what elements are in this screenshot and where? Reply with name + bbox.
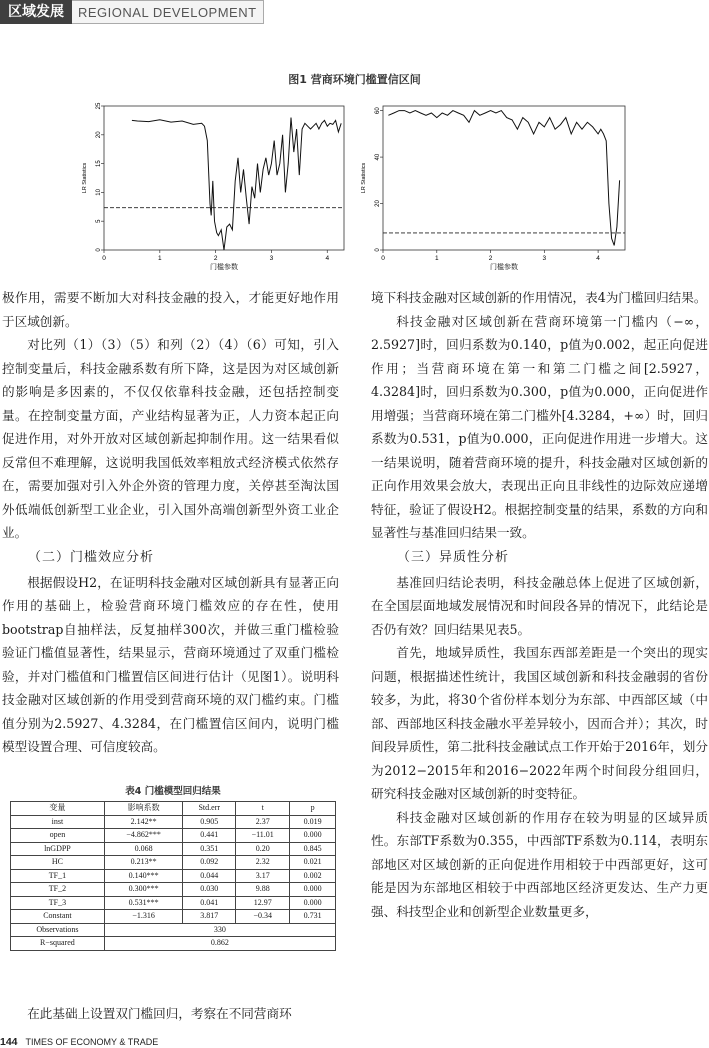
table-cell: 0.000: [290, 829, 336, 843]
y-tick-label: 10: [96, 189, 102, 196]
x-tick-label: 1: [158, 255, 162, 262]
section-title-cn: 区域发展: [0, 0, 72, 24]
table-header-cell: Std.err: [183, 802, 236, 816]
y-tick-label: 25: [96, 102, 102, 110]
table-header-cell: 变量: [11, 802, 105, 816]
table-cell: 0.019: [290, 815, 336, 829]
table-row: [11, 896, 336, 910]
x-tick-label: 0: [381, 255, 385, 262]
table-cell: 0.905: [183, 815, 236, 829]
table-row: [11, 842, 336, 856]
table-cell: 9.88: [236, 883, 290, 897]
right-column: [371, 286, 708, 923]
table-cell: 0.021: [290, 856, 336, 870]
table-row: [11, 883, 336, 897]
x-tick-label: 4: [596, 255, 600, 262]
section-heading: （三）异质性分析: [397, 549, 510, 565]
table-cell: Constant: [11, 910, 105, 924]
section-title-en: REGIONAL DEVELOPMENT: [72, 0, 264, 24]
x-axis-label: 门槛参数: [490, 263, 518, 271]
table-cell: 0.862: [104, 937, 335, 951]
chart-right: [357, 100, 633, 272]
table-cell: 2.32: [236, 856, 290, 870]
table-cell: −1.316: [104, 910, 183, 924]
table-title: 表4 门槛模型回归结果: [125, 786, 221, 797]
table-cell: 0.041: [183, 896, 236, 910]
table-cell: TF_2: [11, 883, 105, 897]
y-tick-label: 0: [96, 248, 102, 252]
table-row: [11, 856, 336, 870]
x-tick-label: 0: [102, 255, 106, 262]
table-cell: Observations: [11, 923, 105, 937]
paragraph: 科技金融对区域创新在营商环境第一门槛内（−∞，2.5927]时，回归系数为0.140，p值为0.002，起正向促进作用；当营商环境在第一和第二门槛之间[2.5927，4.3284]时，回归系数为0.300，p值为0.000，正向促进作用增强；当营商环境在第二门槛外[4.3284，+∞）时，回归系数为0.531，p值为0.000，正向促进作用进一步增大。这一结果说明，随着营商环境的提升，科技金融对区域创新的正向作用效果会放大，表现出正向且非线性的边际效应递增特征，验证了假设H2。根据控制变量的结果，系数的方向和显著性与基准回归结果一致。: [371, 313, 708, 540]
x-tick-label: 2: [213, 255, 218, 262]
paragraph: 在此基础上设置双门槛回归，考察在不同营商环: [27, 1006, 292, 1021]
x-axis-label: 门槛参数: [210, 263, 238, 271]
table-cell: −4.862***: [104, 829, 183, 843]
table-cell: HC: [11, 856, 105, 870]
table-cell: open: [11, 829, 105, 843]
table-cell: 0.000: [290, 883, 336, 897]
table-cell: 0.351: [183, 842, 236, 856]
chart-left: [78, 100, 352, 272]
table-row: [11, 910, 336, 924]
table-cell: 0.044: [183, 869, 236, 883]
table-cell: 0.731: [290, 910, 336, 924]
table-cell: lnGDPP: [11, 842, 105, 856]
table-row: [11, 815, 336, 829]
table-cell: 3.817: [183, 910, 236, 924]
y-tick-label: 60: [375, 107, 381, 114]
page-number: 144: [0, 1036, 18, 1048]
regression-table: [10, 783, 336, 951]
table-cell: 0.000: [290, 896, 336, 910]
plot-frame: [104, 106, 344, 250]
left-column: [2, 286, 339, 759]
table-cell: 330: [104, 923, 335, 937]
left-column-tail: [2, 1002, 339, 1026]
table-cell: 0.002: [290, 869, 336, 883]
table-cell: TF_3: [11, 896, 105, 910]
table-cell: 0.092: [183, 856, 236, 870]
paragraph: 根据假设H2，在证明科技金融对区域创新具有显著正向作用的基础上，检验营商环境门槛效应的存在性，使用bootstrap自抽样法，反复抽样300次，并做三重门槛检验验证门槛值显著性，结果显示，营商环境通过了双重门槛检验，并对门槛值和门槛置信区间进行估计（见图1）。说明科技金融对区域创新的作用受到营商环境的双门槛约束。门槛值分别为2.5927、4.3284，在门槛置信区间内，说明门槛模型设置合理、可信度较高。: [2, 574, 339, 754]
table-cell: 3.17: [236, 869, 290, 883]
y-tick-label: 20: [375, 200, 381, 207]
table-cell: inst: [11, 815, 105, 829]
section-heading: （二）门槛效应分析: [28, 549, 155, 565]
table-row: [11, 937, 336, 951]
y-tick-label: 5: [96, 219, 102, 223]
table-cell: 0.140***: [104, 869, 183, 883]
y-axis-label: LR Statistics: [82, 162, 88, 194]
x-tick-label: 4: [325, 255, 330, 262]
table-row: [11, 923, 336, 937]
table-cell: 2.37: [236, 815, 290, 829]
paragraph: 科技金融对区域创新的作用存在较为明显的区域异质性。东部TF系数为0.355，中西部TF系数为0.114，表明东部地区对区域创新的正向促进作用相较于中西部更好，这可能是因为东部地区相较于中西部地区经济更发达、生产力更强、科技型企业和创新型企业数量更多，: [371, 809, 708, 919]
table-header-cell: p: [290, 802, 336, 816]
paragraph: 对比列（1）（3）（5）和列（2）（4）（6）可知，引入控制变量后，科技金融系数有所下降，这是因为对区域创新的影响是多因素的，不仅仅依靠科技金融，还包括控制变量。在控制变量方面，产业结构显著为正，人力资本起正向促进作用，对外开放对区域创新起抑制作用。这一结果看似反常但不难理解，这说明我国低效率粗放式经济模式依然存在，需要加强对引入外企外资的管理力度，关停甚至淘汰国外低端低创新型工业企业，引入国外高端创新型外资工业企业。: [2, 337, 339, 540]
journal-name: TIMES OF ECONOMY & TRADE: [25, 1037, 159, 1047]
table-cell: 12.97: [236, 896, 290, 910]
y-tick-label: 40: [375, 153, 381, 161]
table-cell: R−squared: [11, 937, 105, 951]
figure-title: 图1 营商环境门槛置信区间: [288, 73, 421, 86]
paragraph: 境下科技金融对区域创新的作用情况，表4为门槛回归结果。: [371, 290, 707, 305]
page-footer: [0, 1036, 158, 1048]
x-tick-label: 1: [434, 255, 439, 262]
table-cell: TF_1: [11, 869, 105, 883]
paragraph: 基准回归结论表明，科技金融总体上促进了区域创新，在全国层面地域发展情况和时间段各异的情况下，此结论是否仍有效？回归结果见表5。: [371, 574, 708, 637]
table-cell: 0.213**: [104, 856, 183, 870]
table-cell: 0.20: [236, 842, 290, 856]
table-cell: −11.01: [236, 829, 290, 843]
y-tick-label: 20: [96, 131, 102, 139]
page-header: [0, 0, 264, 24]
table-cell: 0.441: [183, 829, 236, 843]
paragraph: 极作用，需要不断加大对科技金融的投入，才能更好地作用于区域创新。: [2, 290, 339, 329]
table-header-cell: t: [236, 802, 290, 816]
y-tick-label: 0: [375, 248, 381, 252]
table-cell: 0.068: [104, 842, 183, 856]
plot-frame: [383, 106, 625, 250]
x-tick-label: 3: [269, 255, 274, 262]
table-cell: 2.142**: [104, 815, 183, 829]
table-cell: 0.300***: [104, 883, 183, 897]
table-cell: 0.845: [290, 842, 336, 856]
table-row: [11, 869, 336, 883]
x-tick-label: 2: [488, 255, 493, 262]
x-tick-label: 3: [542, 255, 547, 262]
table-row: [11, 829, 336, 843]
paragraph: 首先，地域异质性，我国东西部差距是一个突出的现实问题，根据描述性统计，我国区域创新和科技金融弱的省份较多，为此，将30个省份样本划分为东部、中西部区域（中部、西部地区科技金融水平差异较小，因而合并）；其次，时间段异质性，第二批科技金融试点工作开始于2016年，划分为2012−2015年和2016−2022年两个时间段分组回归，研究科技金融对区域创新的时变特征。: [371, 645, 708, 801]
table-cell: 0.531***: [104, 896, 183, 910]
table-header-cell: 影响系数: [104, 802, 183, 816]
y-axis-label: LR Statistics: [361, 162, 367, 194]
y-tick-label: 15: [96, 160, 102, 167]
table-cell: 0.030: [183, 883, 236, 897]
table-cell: −0.34: [236, 910, 290, 924]
